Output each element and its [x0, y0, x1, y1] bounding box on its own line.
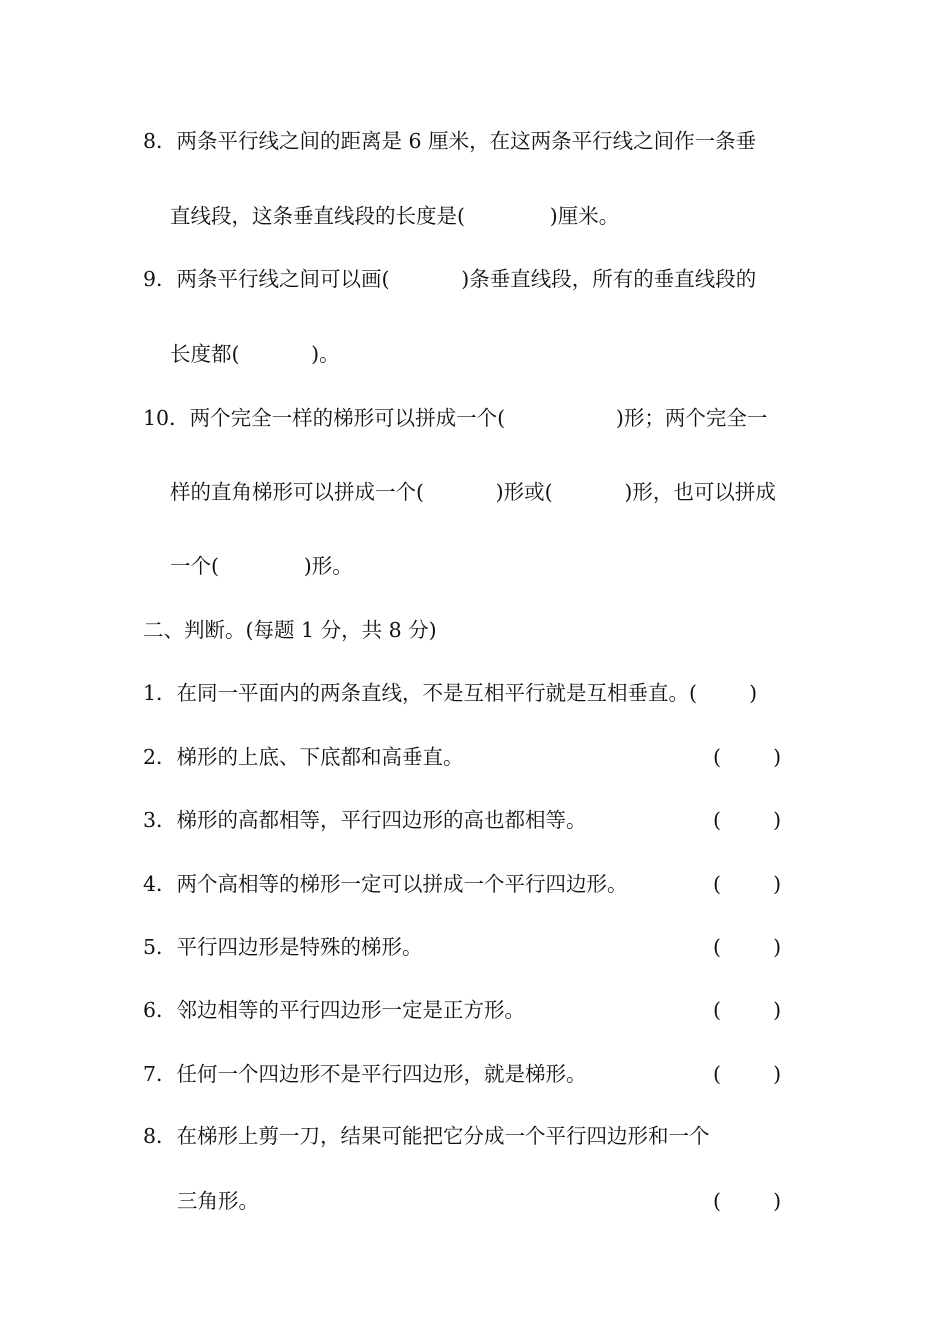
answer-blank-8[interactable]: ( ): [713, 1189, 782, 1213]
judge-item-4: 4．两个高相等的梯形一定可以拼成一个平行四边形。: [143, 872, 628, 896]
q10-line2: 样的直角梯形可以拼成一个( )形或( )形，也可以拼成: [170, 480, 776, 504]
q8-line1: 8．两条平行线之间的距离是 6 厘米，在这两条平行线之间作一条垂: [143, 129, 757, 153]
answer-blank-3[interactable]: ( ): [713, 808, 782, 832]
answer-blank-7[interactable]: ( ): [713, 1062, 782, 1086]
judge-item-3: 3．梯形的高都相等，平行四边形的高也都相等。: [143, 808, 587, 832]
answer-blank-4[interactable]: ( ): [713, 872, 782, 896]
answer-blank-6[interactable]: ( ): [713, 998, 782, 1022]
judge-item-7: 7．任何一个四边形不是平行四边形，就是梯形。: [143, 1062, 587, 1086]
q10-line1: 10．两个完全一样的梯形可以拼成一个( )形；两个完全一: [143, 406, 768, 430]
judge-item-2: 2．梯形的上底、下底都和高垂直。: [143, 745, 464, 769]
judge-item-5: 5．平行四边形是特殊的梯形。: [143, 935, 423, 959]
answer-blank-2[interactable]: ( ): [713, 745, 782, 769]
q9-line1: 9．两条平行线之间可以画( )条垂直线段，所有的垂直线段的: [143, 267, 757, 291]
judge-item-8-line1: 8．在梯形上剪一刀，结果可能把它分成一个平行四边形和一个: [143, 1124, 710, 1148]
answer-blank-5[interactable]: ( ): [713, 935, 782, 959]
q10-line3: 一个( )形。: [170, 554, 353, 578]
judge-heading: 二、判断。(每题 1 分，共 8 分): [143, 618, 437, 642]
judge-item-1: 1．在同一平面内的两条直线，不是互相平行就是互相垂直。( ): [143, 681, 758, 705]
judge-item-8-line2: 三角形。: [177, 1189, 259, 1213]
q9-line2: 长度都( )。: [170, 342, 340, 366]
q8-line2: 直线段，这条垂直线段的长度是( )厘米。: [170, 204, 620, 228]
judge-item-6: 6．邻边相等的平行四边形一定是正方形。: [143, 998, 526, 1022]
